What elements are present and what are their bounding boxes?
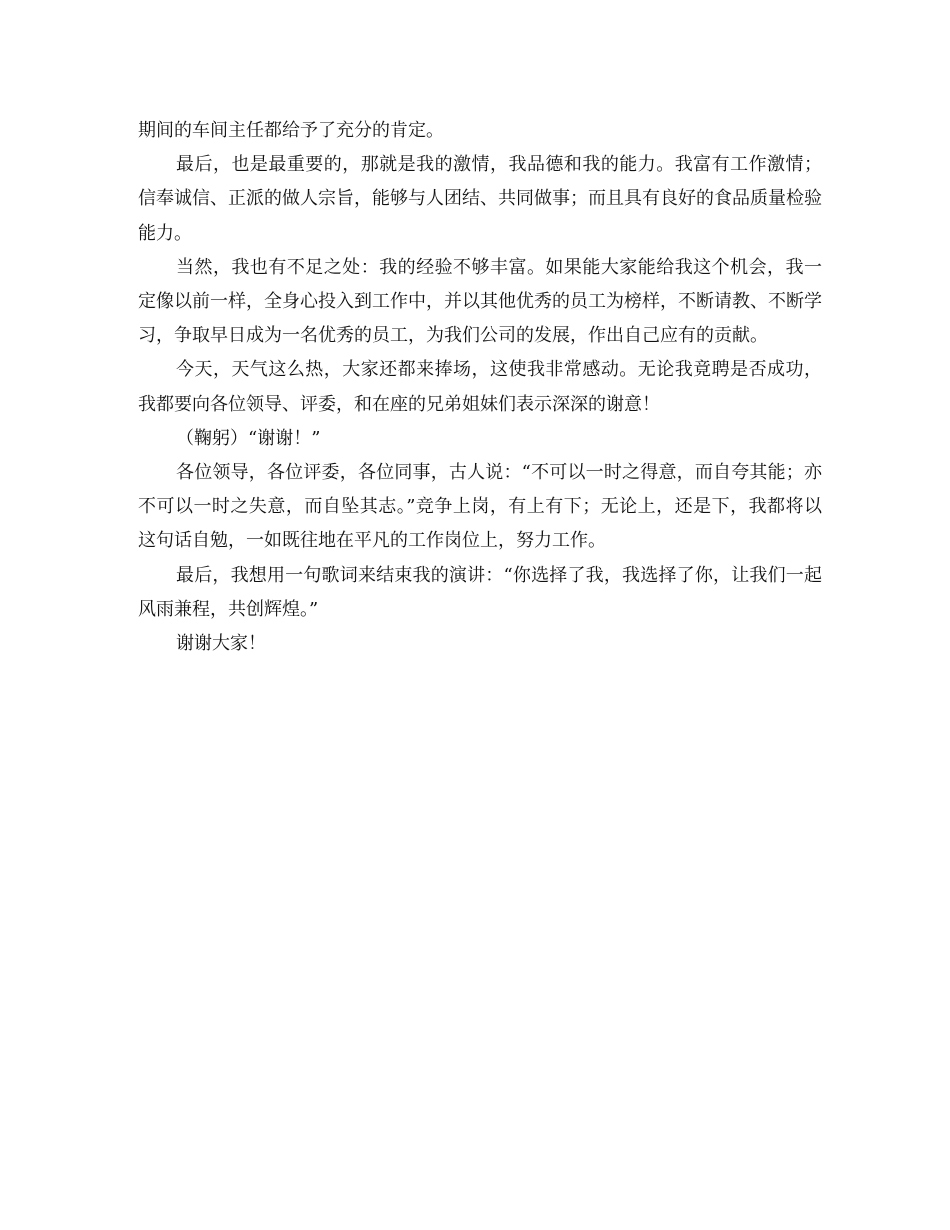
paragraph-thanks-attendance: 今天，天气这么热，大家还都来捧场，这使我非常感动。无论我竟聘是否成功，我都要向各位领导、评委，和在座的兄弟姐妹们表示深深的谢意！ [138,359,822,415]
paragraph-continuation: 期间的车间主任都给予了充分的肯定。 [138,120,444,141]
document-body [138,114,822,661]
paragraph-quote: 各位领导，各位评委，各位同事，古人说：“不可以一时之得意，而自夸其能；亦不可以一时之失意，而自坠其志。”竞争上岗，有上有下；无论上，还是下，我都将以这句话自勉，一如既往地在平凡的工作岗位上，努力工作。 [138,462,822,552]
paragraph-bow: （鞠躬）“谢谢！” [176,427,321,449]
paragraph-final-thanks: 谢谢大家！ [176,633,266,655]
paragraph-shortcomings: 当然，我也有不足之处：我的经验不够丰富。如果能大家能给我这个机会，我一定像以前一样，全身心投入到工作中，并以其他优秀的员工为榜样，不断请教、不断学习，争取早日成为一名优秀的员工，为我们公司的发展，作出自己应有的贡献。 [138,256,822,347]
paragraph-closing-lyric: 最后，我想用一句歌词来结束我的演讲：“你选择了我，我选择了你，让我们一起风雨兼程，共创辉煌。” [138,564,822,620]
paragraph-passion: 最后，也是最重要的，那就是我的激情，我品德和我的能力。我富有工作激情；信奉诚信、正派的做人宗旨，能够与人团结、共同做事；而且具有良好的食品质量检验能力。 [138,154,822,244]
